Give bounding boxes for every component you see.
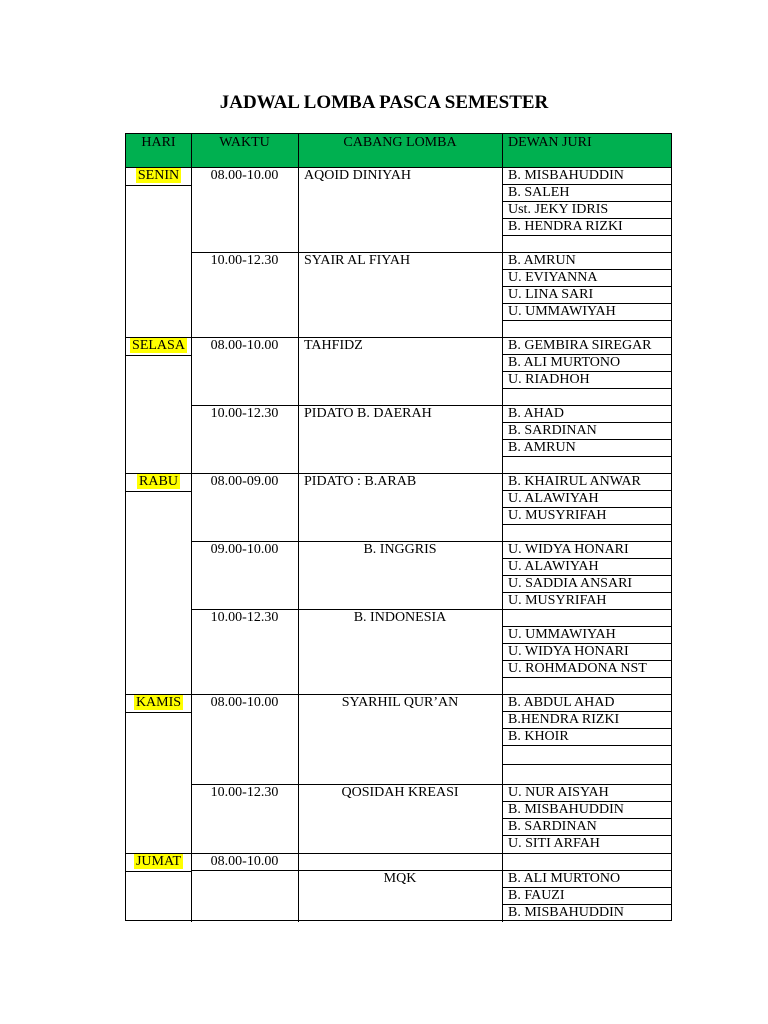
judge-name: B. AHAD — [508, 406, 565, 421]
judge-name: B.HENDRA RIZKI — [508, 712, 620, 727]
judge-name: B. SALEH — [508, 185, 570, 200]
time-cell: 10.00-12.30 — [210, 610, 279, 625]
time-cell: 10.00-12.30 — [210, 785, 279, 800]
judge-name: U. NUR AISYAH — [508, 785, 609, 800]
header-col-border — [298, 134, 299, 167]
time-cell: 09.00-10.00 — [210, 542, 279, 557]
day-label-border — [126, 491, 191, 492]
judge-name: U. ROHMADONA NST — [508, 661, 647, 676]
header-cabang: CABANG LOMBA — [343, 135, 457, 150]
judge-name: B. FAUZI — [508, 888, 565, 903]
judge-name: B. KHAIRUL ANWAR — [508, 474, 641, 489]
day-cell: JUMAT — [135, 854, 182, 869]
judge-name: B. AMRUN — [508, 253, 576, 268]
competition-cell: MQK — [383, 871, 417, 886]
judge-row-border — [502, 745, 671, 746]
judge-name: B. HENDRA RIZKI — [508, 219, 623, 234]
schedule-table — [125, 133, 672, 921]
judge-name: B. ABDUL AHAD — [508, 695, 615, 710]
competition-cell: AQOID DINIYAH — [304, 168, 411, 183]
judge-name: U. WIDYA HONARI — [508, 542, 629, 557]
competition-cell: QOSIDAH KREASI — [341, 785, 459, 800]
judge-name: B. SARDINAN — [508, 423, 597, 438]
judge-name: B. GEMBIRA SIREGAR — [508, 338, 652, 353]
time-cell: 08.00-10.00 — [210, 338, 279, 353]
competition-cell: SYAIR AL FIYAH — [304, 253, 411, 268]
judge-name: B. AMRUN — [508, 440, 576, 455]
day-cell: RABU — [139, 474, 178, 489]
judge-name: U. EVIYANNA — [508, 270, 598, 285]
day-label-border — [126, 185, 191, 186]
page-title: JADWAL LOMBA PASCA SEMESTER — [219, 92, 549, 113]
judge-name: U. UMMAWIYAH — [508, 627, 616, 642]
time-cell: 08.00-10.00 — [210, 854, 279, 869]
judge-row-border — [502, 524, 671, 525]
judge-row-border — [502, 320, 671, 321]
col-border — [191, 167, 192, 922]
header-col-border — [191, 134, 192, 167]
judge-name: U. SADDIA ANSARI — [508, 576, 633, 591]
day-label-border — [126, 871, 191, 872]
judge-name: U. UMMAWIYAH — [508, 304, 616, 319]
judge-name: U. LINA SARI — [508, 287, 594, 302]
judge-name: B. KHOIR — [508, 729, 569, 744]
judge-row-border — [502, 677, 671, 678]
judge-name: Ust. JEKY IDRIS — [508, 202, 609, 217]
col-border — [502, 167, 503, 922]
competition-cell: B. INGGRIS — [363, 542, 437, 557]
header-juri: DEWAN JURI — [508, 135, 592, 150]
header-waktu: WAKTU — [219, 135, 270, 150]
judge-row-border — [502, 235, 671, 236]
judge-name: B. ALI MURTONO — [508, 871, 621, 886]
competition-cell: PIDATO : B.ARAB — [304, 474, 417, 489]
judge-row-border — [502, 388, 671, 389]
time-cell: 08.00-09.00 — [210, 474, 279, 489]
judge-row-border — [502, 764, 671, 765]
col-border — [298, 167, 299, 922]
judge-name: U. RIADHOH — [508, 372, 590, 387]
judge-name: U. ALAWIYAH — [508, 491, 599, 506]
header-col-border — [502, 134, 503, 167]
day-label-border — [126, 355, 191, 356]
judge-name: U. WIDYA HONARI — [508, 644, 629, 659]
day-cell: SELASA — [132, 338, 185, 353]
competition-cell: PIDATO B. DAERAH — [304, 406, 432, 421]
time-cell: 08.00-10.00 — [210, 695, 279, 710]
competition-cell: B. INDONESIA — [353, 610, 447, 625]
time-cell: 08.00-10.00 — [210, 168, 279, 183]
competition-cell: TAHFIDZ — [304, 338, 363, 353]
time-cell: 10.00-12.30 — [210, 253, 279, 268]
judge-name: B. MISBAHUDDIN — [508, 168, 624, 183]
judge-name: U. MUSYRIFAH — [508, 593, 607, 608]
day-cell: KAMIS — [135, 695, 182, 710]
judge-name: B. MISBAHUDDIN — [508, 802, 624, 817]
judge-name: U. SITI ARFAH — [508, 836, 600, 851]
judge-name: U. ALAWIYAH — [508, 559, 599, 574]
time-cell: 10.00-12.30 — [210, 406, 279, 421]
judge-name: U. MUSYRIFAH — [508, 508, 607, 523]
judge-name: B. ALI MURTONO — [508, 355, 621, 370]
judge-name: B. MISBAHUDDIN — [508, 905, 624, 920]
competition-cell: SYARHIL QUR’AN — [341, 695, 459, 710]
judge-row-border — [502, 456, 671, 457]
header-hari: HARI — [141, 135, 176, 150]
day-label-border — [126, 712, 191, 713]
day-cell: SENIN — [137, 168, 180, 183]
judge-name: B. SARDINAN — [508, 819, 597, 834]
